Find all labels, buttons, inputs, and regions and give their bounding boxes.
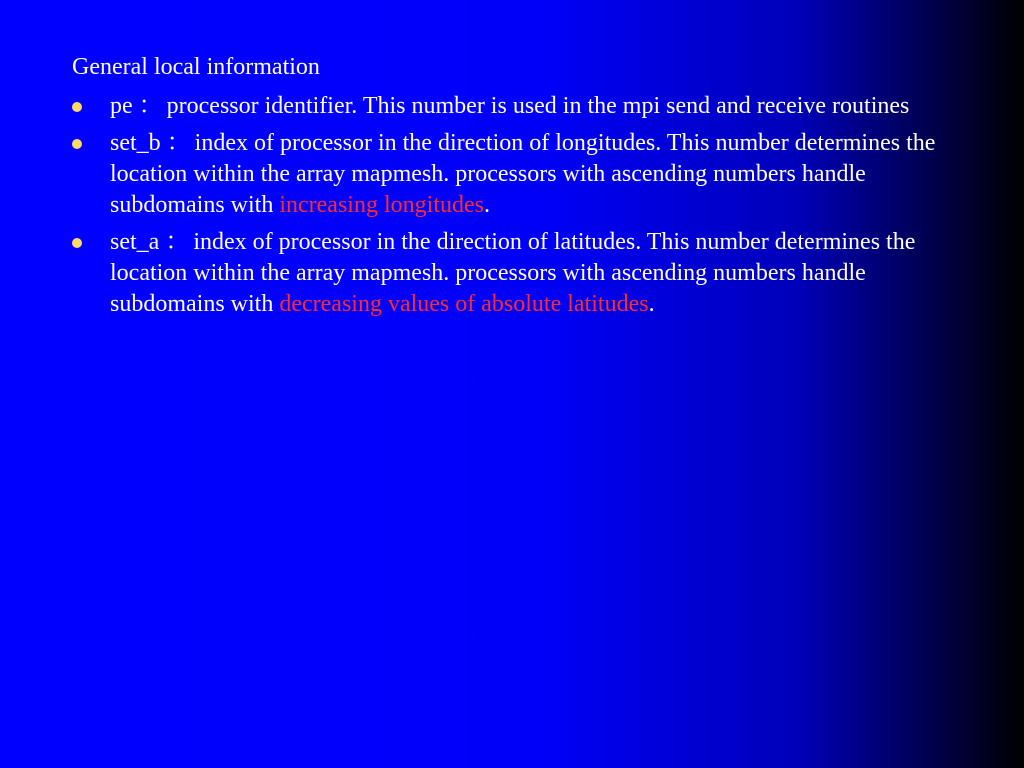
description: index of processor in the direction of latitudes. This number determines the location within the array mapmesh. processors with ascending numbers handle subdomains with: [110, 229, 916, 317]
description: index of processor in the direction of longitudes. This number determines the location within the array mapmesh. processors with ascending numbers handle subdomains with: [110, 130, 936, 218]
bullet-item-set-a: [72, 227, 972, 320]
bullet-item-pe: [72, 91, 972, 122]
separator: ：: [138, 93, 163, 119]
bullet-item-set-b: [72, 128, 972, 221]
highlight-text: increasing longitudes: [279, 192, 484, 218]
separator: ：: [165, 229, 190, 255]
term-pe: pe: [110, 93, 133, 119]
bullet-dot-icon: [72, 238, 82, 248]
bullet-dot-icon: [72, 139, 82, 149]
separator: ：: [166, 130, 191, 156]
description: processor identifier. This number is used in the mpi send and receive routines: [166, 93, 910, 119]
bullet-dot-icon: [72, 102, 82, 112]
term-set-a: set_a: [110, 229, 160, 255]
slide-heading: General local information: [72, 54, 320, 80]
highlight-text: decreasing values of absolute latitudes: [279, 291, 649, 317]
bullet-list: [72, 91, 972, 326]
bullet-text: [110, 91, 972, 122]
term-set-b: set_b: [110, 130, 161, 156]
trailing-punctuation: .: [483, 192, 490, 218]
trailing-punctuation: .: [648, 291, 655, 317]
bullet-text: [110, 128, 972, 221]
bullet-text: [110, 227, 972, 320]
